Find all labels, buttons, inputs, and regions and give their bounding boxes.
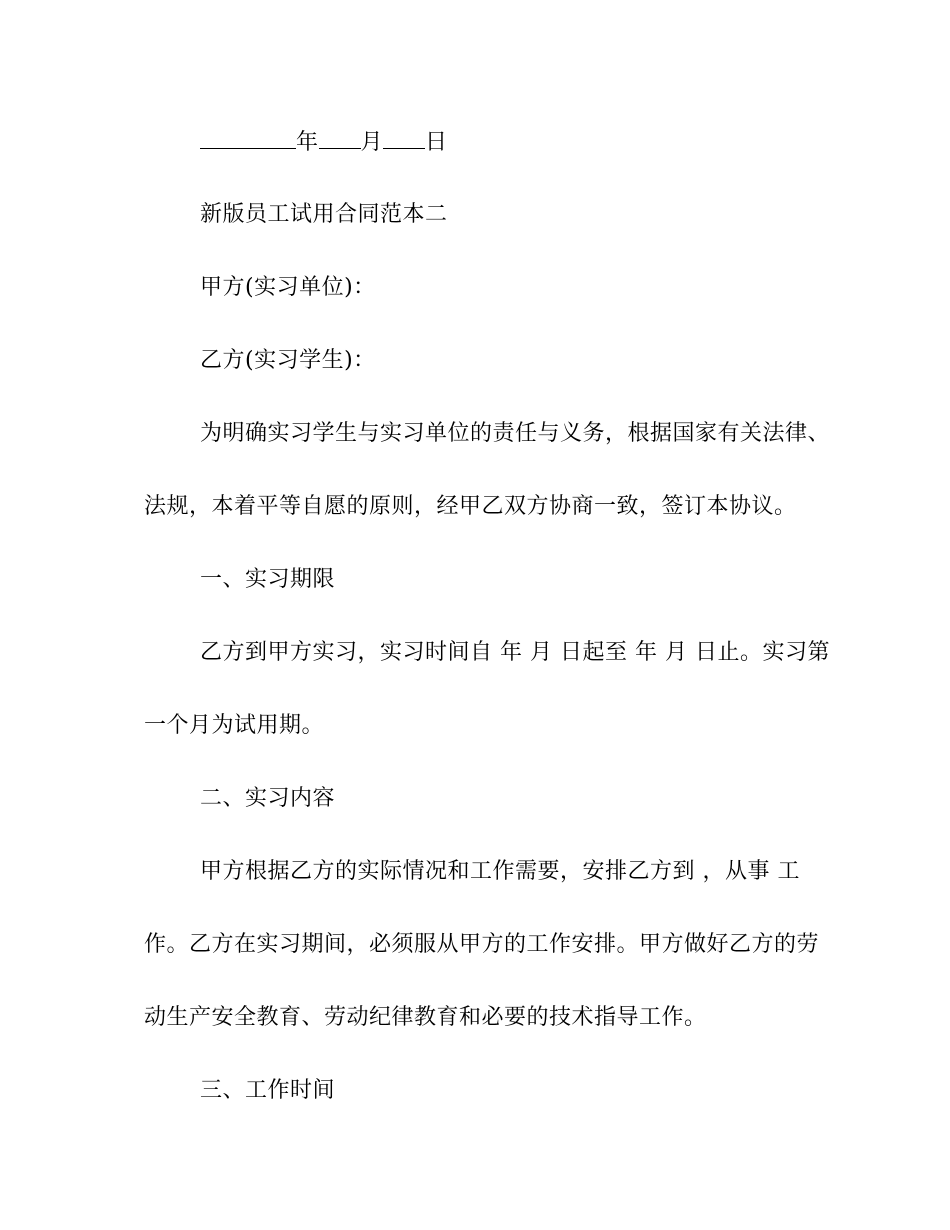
content-line-1: 甲方根据乙方的实际情况和工作需要，安排乙方到 ，从事 工 — [200, 859, 800, 884]
content-line-2: 作。乙方在实习期间，必须服从甲方的工作安排。甲方做好乙方的劳 — [144, 932, 820, 957]
year-label: 年 — [296, 130, 319, 155]
section-heading-hours: 三、工作时间 — [200, 1078, 336, 1103]
party-a-line: 甲方(实习单位)： — [200, 275, 376, 300]
section-heading-content: 二、实习内容 — [200, 786, 336, 811]
term-line-1: 乙方到甲方实习，实习时间自 年 月 日起至 年 月 日止。实习第 — [200, 640, 830, 665]
preamble-line-2: 法规，本着平等自愿的原则，经甲乙双方协商一致，签订本协议。 — [144, 494, 797, 519]
term-line-2: 一个月为试用期。 — [144, 713, 325, 738]
party-b-line: 乙方(实习学生)： — [200, 348, 376, 373]
content-line-3: 动生产安全教育、劳动纪律教育和必要的技术指导工作。 — [144, 1005, 707, 1030]
section-heading-term: 一、实习期限 — [200, 567, 336, 592]
day-label: 日 — [425, 130, 448, 155]
document-title: 新版员工试用合同范本二 — [200, 202, 448, 227]
year-blank — [200, 128, 296, 149]
preamble-line-1: 为明确实习学生与实习单位的责任与义务，根据国家有关法律、 — [200, 421, 831, 446]
month-blank — [319, 128, 361, 149]
month-label: 月 — [360, 130, 384, 155]
day-blank — [383, 128, 425, 149]
date-line — [200, 128, 448, 158]
